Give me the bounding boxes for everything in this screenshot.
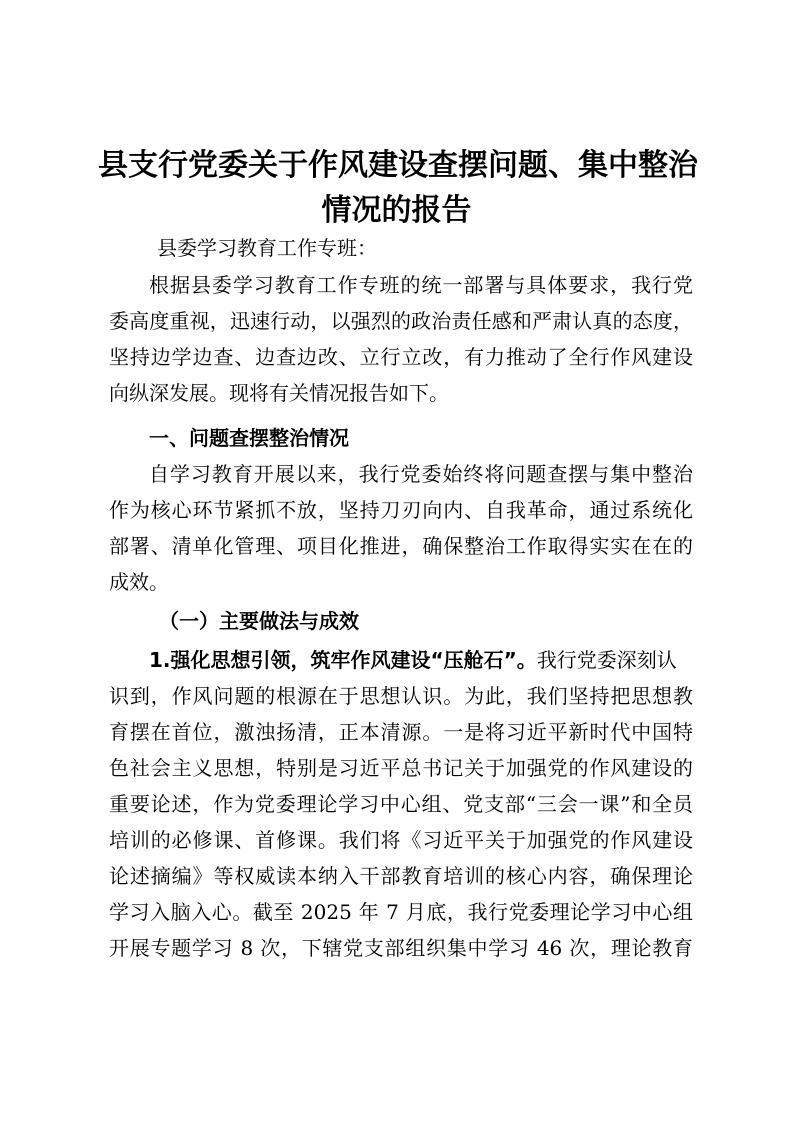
paragraph-line: 论述摘编》等权威读本纳入干部教育培训的核心内容，确保理论 — [109, 864, 693, 888]
lead-sentence-rest: 我行党委深刻认 — [536, 648, 677, 672]
paragraph-line: 根据县委学习教育工作专班的统一部署与具体要求，我行党 — [149, 273, 693, 297]
section-heading: 一、问题查摆整治情况 — [149, 426, 349, 450]
subsection-heading: （一）主要做法与成效 — [159, 609, 359, 633]
paragraph-lead-line — [109, 642, 693, 678]
document-title-line-2: 情况的报告 — [321, 193, 472, 228]
paragraph-line: 重要论述，作为党委理论学习中心组、党支部“三会一课”和全员 — [109, 792, 693, 816]
paragraph-line: 向纵深发展。现将有关情况报告如下。 — [109, 381, 449, 405]
paragraph-line: 坚持边学边查、边查边改、立行立改，有力推动了全行作风建设 — [109, 345, 693, 369]
paragraph-line: 培训的必修课、首修课。我们将《习近平关于加强党的作风建设 — [109, 828, 693, 852]
document-title-line-1: 县支行党委关于作风建设查摆问题、集中整治 — [98, 148, 698, 183]
paragraph-line: 成效。 — [109, 570, 169, 594]
paragraph-line: 委高度重视，迅速行动，以强烈的政治责任感和严肃认真的态度， — [109, 309, 693, 333]
lead-sentence: 1.强化思想引领，筑牢作风建设“压舱石”。 — [149, 648, 537, 672]
paragraph-line: 学习入脑入心。截至 2025 年 7 月底，我行党委理论学习中心组 — [109, 900, 693, 924]
paragraph-line: 部署、清单化管理、项目化推进，确保整治工作取得实实在在的 — [109, 534, 693, 558]
paragraph-line: 自学习教育开展以来，我行党委始终将问题查摆与集中整治 — [149, 462, 693, 486]
paragraph-line: 作为核心环节紧抓不放，坚持刀刃向内、自我革命，通过系统化 — [109, 498, 693, 522]
addressee: 县委学习教育工作专班： — [157, 236, 377, 260]
paragraph-line: 色社会主义思想，特别是习近平总书记关于加强党的作风建设的 — [109, 756, 693, 780]
paragraph-line: 开展专题学习 8 次，下辖党支部组织集中学习 46 次，理论教育 — [109, 936, 693, 960]
paragraph-line: 识到，作风问题的根源在于思想认识。为此，我们坚持把思想教 — [109, 684, 693, 708]
paragraph-line: 育摆在首位，激浊扬清，正本清源。一是将习近平新时代中国特 — [109, 720, 693, 744]
